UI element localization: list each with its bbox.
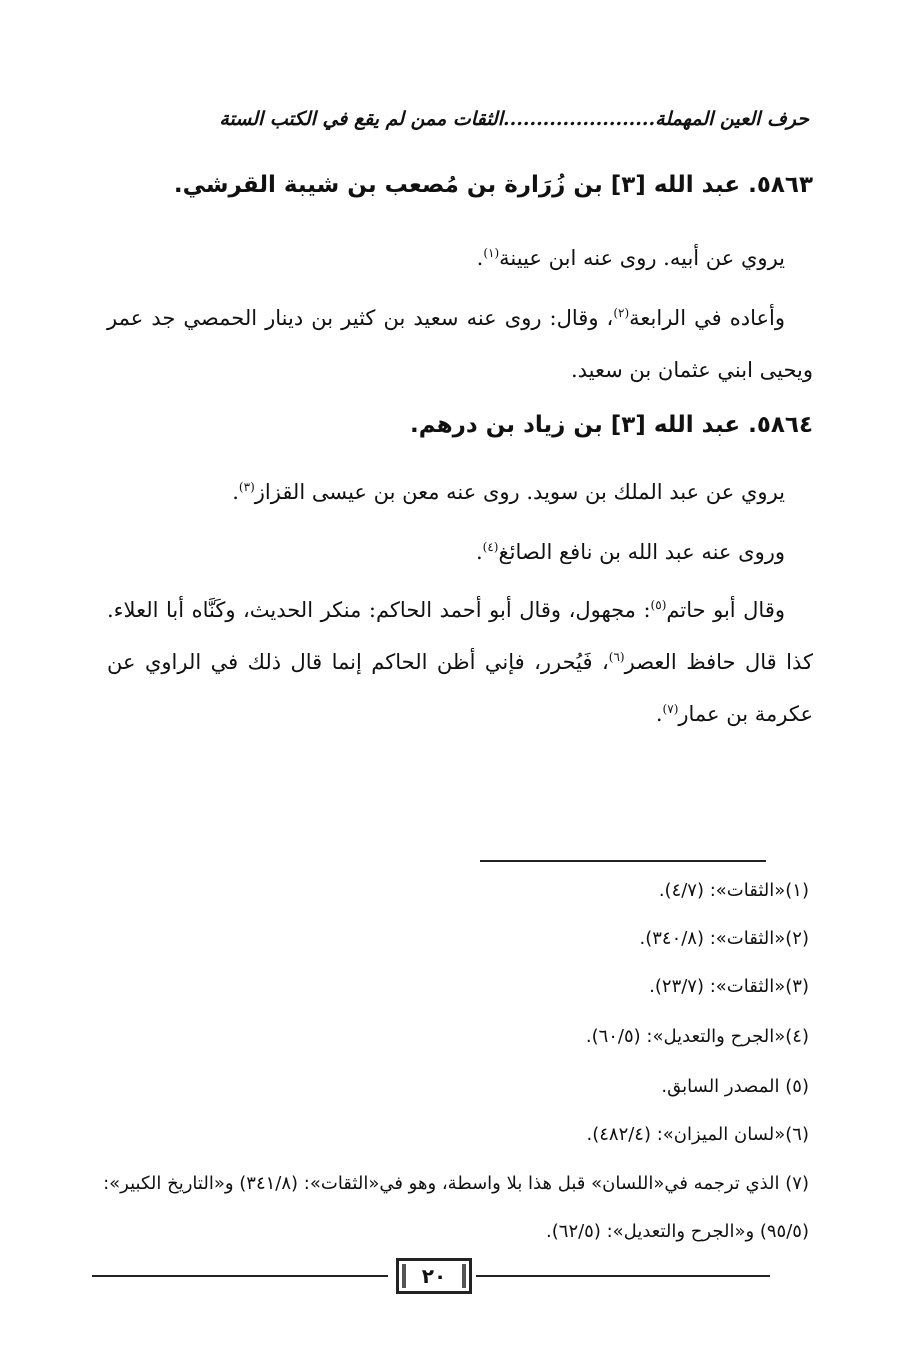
entry-heading-5863 <box>93 172 813 198</box>
entry-number: ٥٨٦٣. <box>748 172 813 198</box>
running-header: حرف العين المهملة.......................الثقات ممن لم يقع في الكتب الستة <box>219 108 809 130</box>
paragraph-text-b: : مجهول، وقال أبو أحمد الحاكم: منكر الحديث، وكَنَّاه أبا العلاء. كذا قال حافظ العصر <box>107 598 813 674</box>
entry-name: عبد الله [٣] بن زُرَارة بن مُصعب بن شيبة القرشي. <box>173 172 741 198</box>
footnote-ref-4: (٤) <box>482 540 499 554</box>
paragraph-1 <box>123 232 813 284</box>
paragraph-text-a: وقال أبو حاتم <box>666 598 785 622</box>
paragraph-4 <box>123 526 813 578</box>
paragraph-end: . <box>655 702 663 726</box>
footnote-7: (٧) الذي ترجمه في«اللسان» قبل هذا بلا واسطة، وهو في«الثقات»: (٣٤١/٨) و«التاريخ الكبير»: (٩٥/٥) و«الجرح والتعديل»: (٦٢/٥). <box>103 1173 809 1242</box>
footnote-ref-5: (٥) <box>650 598 667 612</box>
paragraph-text: يروي عن عبد الملك بن سويد. روى عنه معن بن عيسى القزاز <box>254 480 785 504</box>
paragraph-3 <box>123 466 813 518</box>
paragraph-5 <box>107 584 813 740</box>
footnote-ref-1: (١) <box>483 246 500 260</box>
paragraph-end: . <box>475 540 483 564</box>
footnote-2: (٢)«الثقات»: (٣٤٠/٨). <box>639 928 809 949</box>
paragraph-text: يروي عن أبيه. روى عنه ابن عيينة <box>499 246 785 270</box>
footnote-ref-7: (٧) <box>662 702 679 716</box>
entry-heading-5864 <box>93 412 813 438</box>
page-number: ٢٠ <box>396 1258 472 1294</box>
paragraph-2 <box>107 292 813 396</box>
paragraph-text: وأعاده في الرابعة <box>629 306 785 330</box>
footnote-separator <box>480 860 766 862</box>
bottom-rule-right <box>476 1275 770 1277</box>
footnote-3: (٣)«الثقات»: (٢٣/٧). <box>649 976 809 997</box>
footnote-ref-3: (٣) <box>238 480 255 494</box>
paragraph-end: . <box>476 246 484 270</box>
footnote-1: (١)«الثقات»: (٤/٧). <box>658 880 809 901</box>
entry-number: ٥٨٦٤. <box>748 412 813 438</box>
paragraph-text-c: ، فَيُحرر، فإني أظن الحاكم إنما قال ذلك في الراوي عن عكرمة بن عمار <box>107 650 813 726</box>
bottom-rule-left <box>92 1275 388 1277</box>
entry-name: عبد الله [٣] بن زياد بن درهم. <box>409 412 741 438</box>
footnote-5: (٥) المصدر السابق. <box>661 1076 809 1097</box>
footnote-6: (٦)«لسان الميزان»: (٤٨٢/٤). <box>586 1124 809 1145</box>
footnote-ref-6: (٦) <box>608 650 625 664</box>
paragraph-text: وروى عنه عبد الله بن نافع الصائغ <box>498 540 785 564</box>
paragraph-end: . <box>232 480 239 504</box>
footnote-ref-2: (٢) <box>613 306 630 320</box>
footnote-4: (٤)«الجرح والتعديل»: (٦٠/٥). <box>585 1026 809 1047</box>
paragraph-rest: ، وقال: روى عنه سعيد بن كثير بن دينار الحمصي جد عمر ويحيى ابني عثمان بن سعيد. <box>107 306 813 382</box>
